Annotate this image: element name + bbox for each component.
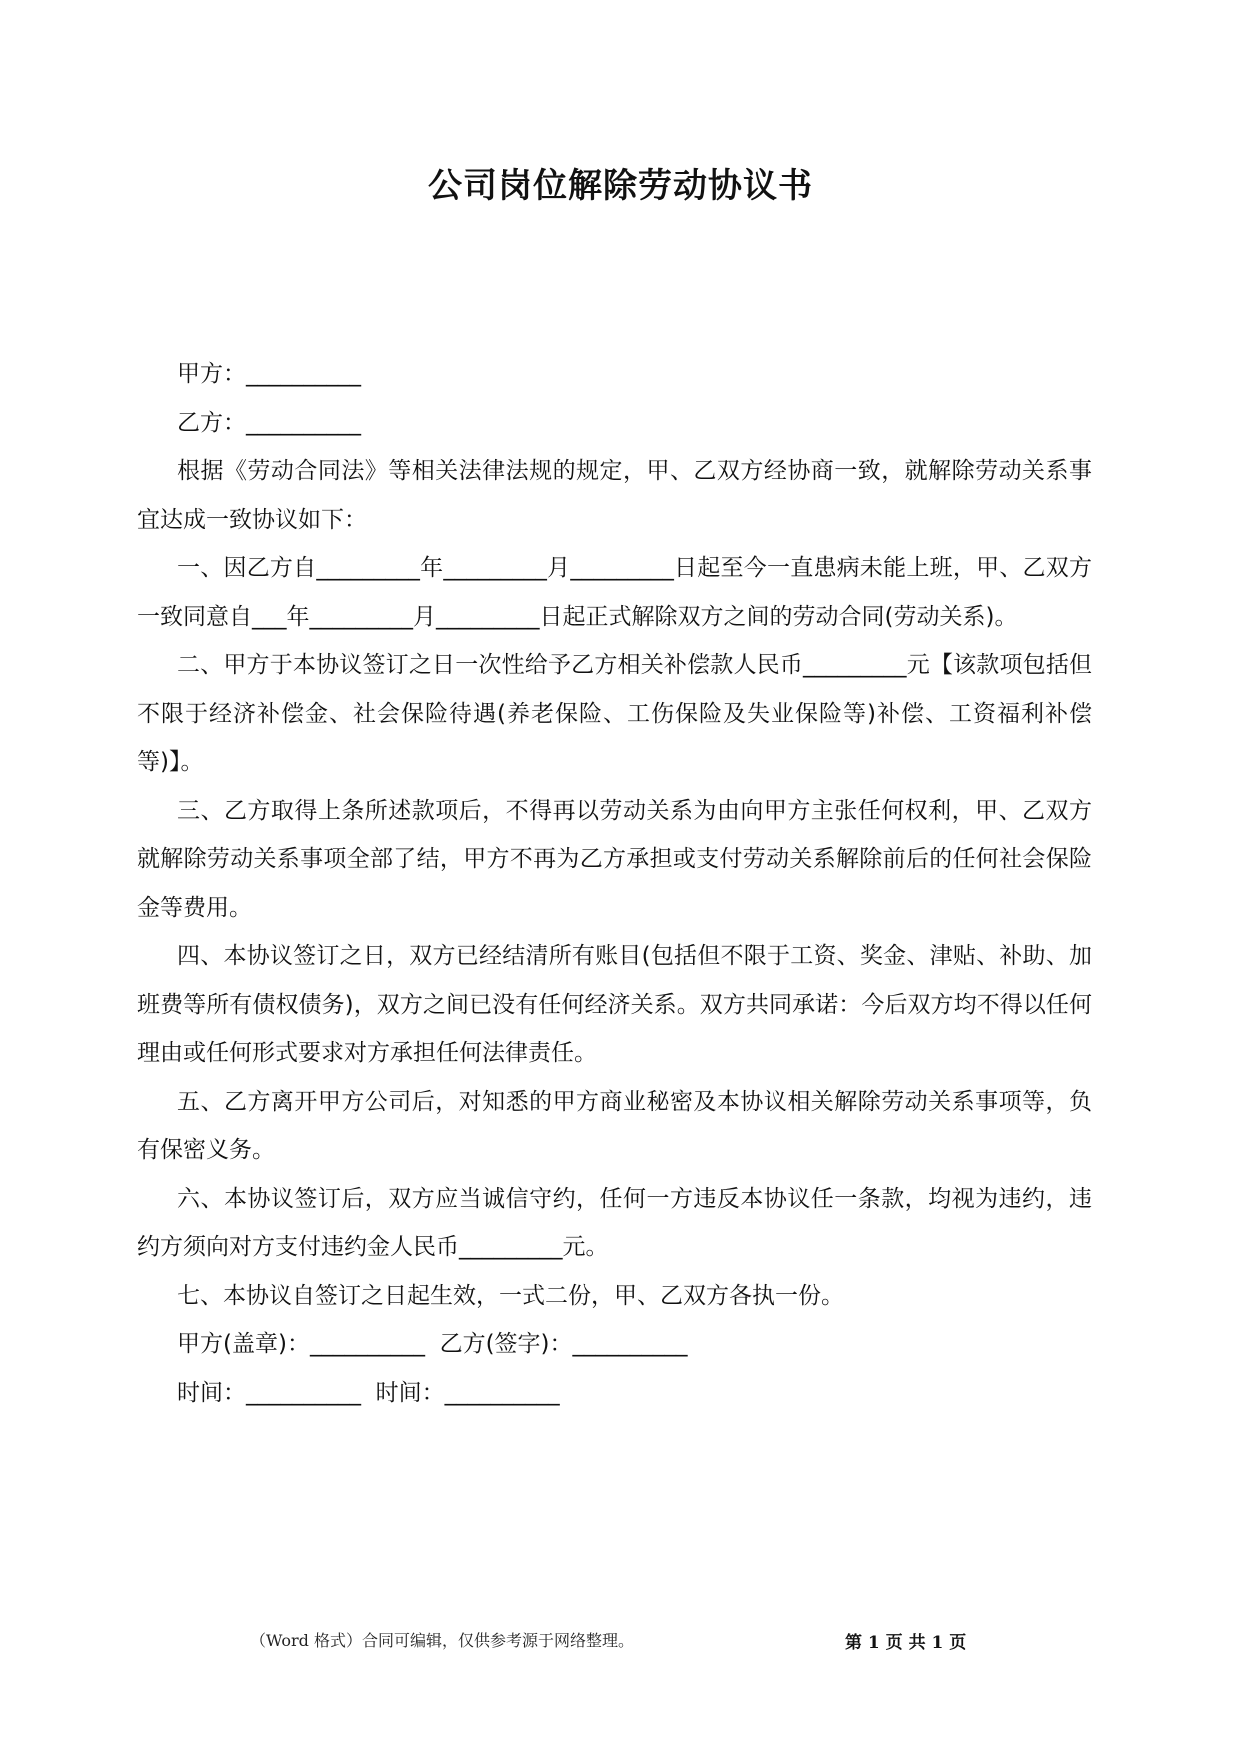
signature-line: 甲方(盖章)：__________ 乙方(签字)：__________ [177,1331,688,1357]
clause-2: 二、甲方于本协议签订之日一次性给予乙方相关补偿款人民币_________元【该款项包括但不限于经济补偿金、社会保险待遇(养老保险、工伤保险及失业保险等)补偿、工资福利补偿等)】。 [137,652,1092,775]
clause-6: 六、本协议签订后，双方应当诚信守约，任何一方违反本协议任一条款，均视为违约，违约方须向对方支付违约金人民币_________元。 [137,1185,1092,1260]
document-title: 公司岗位解除劳动协议书 [428,166,813,206]
clause-7: 七、本协议自签订之日起生效，一式二份，甲、乙双方各执一份。 [177,1282,844,1309]
clause-3: 三、乙方取得上条所述款项后，不得再以劳动关系为由向甲方主张任何权利，甲、乙双方就解除劳动关系事项全部了结，甲方不再为乙方承担或支付劳动关系解除前后的任何社会保险金等费用。 [137,797,1092,921]
preamble-paragraph: 根据《劳动合同法》等相关法律法规的规定，甲、乙双方经协商一致，就解除劳动关系事宜达成一致协议如下： [137,458,1092,533]
document-body [137,350,1092,1417]
clause-1: 一、因乙方自_________年_________月_________日起至今一直患病未能上班，甲、乙双方一致同意自___年_________月_________日起正式解除双方之间的劳动合同(劳动关系)。 [137,555,1092,630]
party-b-line: 乙方：__________ [177,409,361,436]
page-number: 第 1 页 共 1 页 [845,1633,967,1653]
footer-note: （Word 格式）合同可编辑，仅供参考源于网络整理。 [250,1631,634,1650]
party-a-line: 甲方：__________ [177,361,361,387]
clause-5: 五、乙方离开甲方公司后，对知悉的甲方商业秘密及本协议相关解除劳动关系事项等，负有保密义务。 [137,1088,1092,1163]
date-line: 时间：__________ 时间：__________ [177,1379,560,1406]
clause-4: 四、本协议签订之日，双方已经结清所有账目(包括但不限于工资、奖金、津贴、补助、加班费等所有债权债务)，双方之间已没有任何经济关系。双方共同承诺：今后双方均不得以任何理由或任何形式要求对方承担任何法律责任。 [137,943,1092,1066]
